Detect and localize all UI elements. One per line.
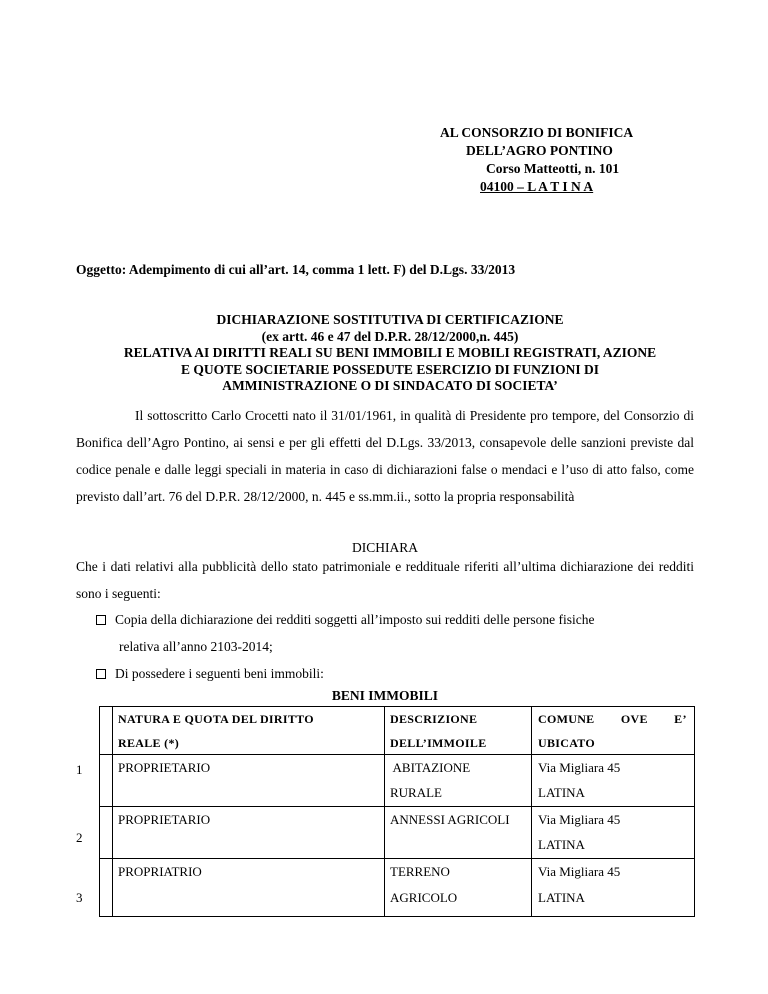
header-comune-line-1: COMUNE OVE E’ [538, 712, 687, 726]
row-3-comune-line-2: LATINA [538, 890, 585, 905]
recipient-line-2: DELL’AGRO PONTINO [466, 143, 613, 158]
recipient-line-1: AL CONSORZIO DI BONIFICA [440, 125, 634, 140]
dichiara-heading: DICHIARA [352, 540, 418, 555]
title-line-2: (ex artt. 46 e 47 del D.P.R. 28/12/2000,n. 445) [261, 328, 519, 344]
bullet-item-tax-return [96, 606, 694, 660]
intro-text: Il sottoscritto Carlo Crocetti nato il 31/01/1961, in qualità di Presidente pro tempore, del Consorzio di Bonifica dell’Agro Pontino, ai sensi e per gli effetti del D.Lgs. 33/2013, consapevole delle sanzioni previste dal codice penale e dalle leggi speciali in materia in caso di dichiarazioni false o mendaci e l’uso di atto falso, come previsto dall’art. 76 del D.P.R. 28/12/2000, n. 445 e ss.mm.ii., sotto la propria responsabilità [76, 408, 694, 504]
table-border-left [99, 706, 100, 917]
header-natura-line-1: NATURA E QUOTA DEL DIRITTO [118, 712, 314, 726]
row-1-comune-line-1: Via Migliara 45 [538, 760, 621, 775]
row-3-natura: PROPRIATRIO [118, 864, 202, 879]
bullet-1-text: Copia della dichiarazione dei redditi soggetti all’imposto sui redditi delle persone fisiche [115, 612, 595, 627]
row-1-descrizione-line-1: ABITAZIONE [390, 760, 471, 775]
row-3-comune-line-1: Via Migliara 45 [538, 864, 621, 879]
row-3-descrizione-line-1: TERRENO [390, 864, 450, 879]
header-comune-line-2: UBICATO [538, 736, 596, 750]
row-3-number: 3 [76, 890, 83, 905]
intro-paragraph [76, 402, 694, 510]
properties-table [99, 706, 695, 917]
recipient-line-4: 04100 – L A T I N A [480, 179, 594, 194]
row-divider-3 [99, 858, 695, 859]
row-divider-1 [99, 754, 695, 755]
row-1-comune-line-2: LATINA [538, 785, 585, 800]
subject-line: Oggetto: Adempimento di cui all’art. 14, comma 1 lett. F) del D.Lgs. 33/2013 [76, 262, 516, 277]
row-1-number: 1 [76, 762, 83, 777]
title-line-1: DICHIARAZIONE SOSTITUTIVA DI CERTIFICAZIONE [216, 312, 564, 327]
table-border-top [99, 706, 695, 707]
recipient-line-3: Corso Matteotti, n. 101 [486, 161, 620, 176]
bullet-1-continuation: relativa all’anno 2103-2014; [119, 639, 273, 654]
checkbox-icon [96, 615, 106, 625]
table-border-right [694, 706, 695, 917]
bullet-2-text: Di possedere i seguenti beni immobili: [115, 666, 324, 681]
header-descrizione-line-1: DESCRIZIONE [390, 712, 478, 726]
row-3-descrizione-line-2: AGRICOLO [390, 890, 458, 905]
col-divider-3 [531, 706, 532, 917]
row-2-natura: PROPRIETARIO [118, 812, 211, 827]
title-line-5: AMMINISTRAZIONE O DI SINDACATO DI SOCIETA’ [222, 378, 558, 393]
col-divider-2 [384, 706, 385, 917]
statement-paragraph: Che i dati relativi alla pubblicità dello stato patrimoniale e reddituale riferiti all’ultima dichiarazione dei redditi sono i seguenti: [76, 559, 694, 601]
col-divider-1 [112, 706, 113, 917]
row-2-number: 2 [76, 830, 83, 845]
row-1-descrizione-line-2: RURALE [390, 785, 442, 800]
row-2-descrizione-line-1: ANNESSI AGRICOLI [390, 812, 510, 827]
recipient-address [440, 124, 690, 196]
row-2-comune-line-2: LATINA [538, 837, 585, 852]
table-caption: BENI IMMOBILI [331, 688, 439, 703]
checkbox-icon [96, 669, 106, 679]
document-title [60, 312, 720, 395]
table-border-bottom [99, 916, 695, 917]
header-natura-line-2: REALE (*) [118, 736, 180, 750]
row-1-natura: PROPRIETARIO [118, 760, 211, 775]
title-line-3: RELATIVA AI DIRITTI REALI SU BENI IMMOBILI E MOBILI REGISTRATI, AZIONE [123, 345, 657, 360]
bullet-item-properties [96, 660, 694, 687]
row-divider-2 [99, 806, 695, 807]
title-line-4: E QUOTE SOCIETARIE POSSEDUTE ESERCIZIO DI FUNZIONI DI [181, 361, 599, 377]
row-2-comune-line-1: Via Migliara 45 [538, 812, 621, 827]
header-descrizione-line-2: DELL’IMMOILE [390, 736, 487, 750]
